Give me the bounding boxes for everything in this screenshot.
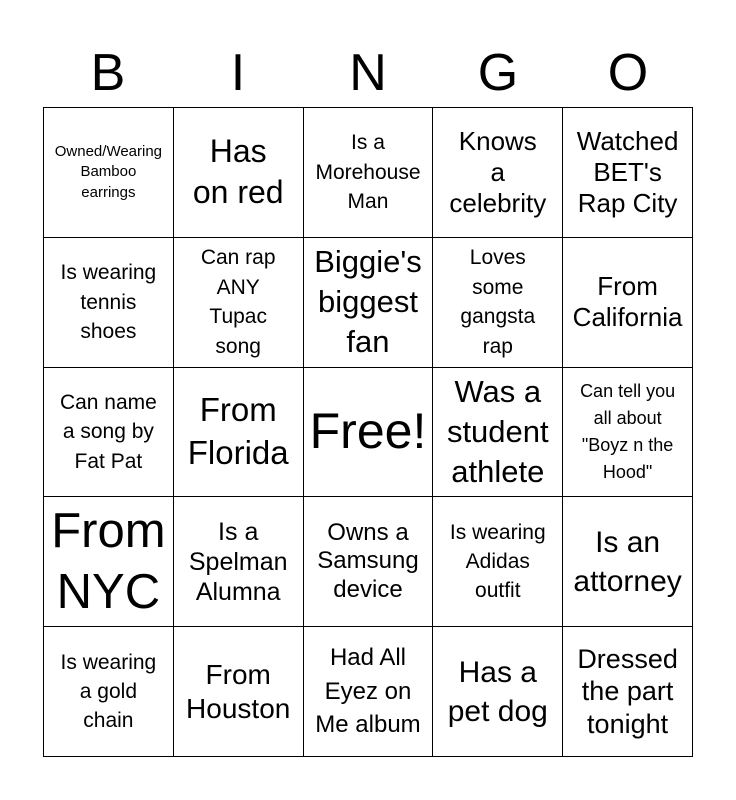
cell-text: Can tell you all about "Boyz n the Hood" [580, 380, 676, 482]
free-space-text: Free! [309, 403, 427, 460]
bingo-board [43, 107, 693, 757]
bingo-cell[interactable] [44, 238, 174, 368]
bingo-cell[interactable] [433, 497, 563, 627]
cell-text: From California [572, 271, 683, 333]
bingo-cell[interactable] [563, 108, 693, 238]
cell-text: Is a Spelman Alumna [188, 517, 288, 606]
bingo-cell[interactable] [44, 108, 174, 238]
bingo-cell[interactable] [174, 108, 304, 238]
bingo-cell[interactable] [44, 368, 174, 498]
bingo-cell[interactable] [174, 627, 304, 757]
cell-text: Is wearing tennis shoes [60, 261, 157, 343]
cell-text: Can rap ANY Tupac song [200, 246, 276, 358]
header-letter-b: B [90, 44, 126, 102]
bingo-cell[interactable] [433, 627, 563, 757]
bingo-cell[interactable] [304, 108, 434, 238]
bingo-header [43, 40, 693, 106]
bingo-cell[interactable] [44, 497, 174, 627]
bingo-cell[interactable] [563, 627, 693, 757]
cell-text: Is wearing Adidas outfit [449, 520, 546, 603]
cell-text: Biggie's biggest fan [314, 243, 422, 360]
bingo-cell[interactable] [174, 497, 304, 627]
free-space[interactable] [304, 368, 434, 498]
header-letter-o: O [607, 44, 649, 102]
cell-text: Dressed the part tonight [577, 644, 678, 739]
cell-text: From Florida [187, 391, 289, 471]
header-letter-n: N [349, 44, 387, 102]
cell-text: From NYC [51, 503, 166, 619]
bingo-cell[interactable] [304, 497, 434, 627]
cell-text: Is wearing a gold chain [60, 650, 157, 733]
cell-text: Is an attorney [573, 525, 682, 598]
header-letter-g: G [477, 44, 519, 102]
bingo-cell[interactable] [433, 368, 563, 498]
bingo-cell[interactable] [304, 627, 434, 757]
bingo-cell[interactable] [563, 368, 693, 498]
cell-text: Has on red [192, 132, 284, 211]
cell-text: Is a Morehouse Man [315, 131, 421, 214]
bingo-cell[interactable] [563, 497, 693, 627]
bingo-cell[interactable] [174, 368, 304, 498]
bingo-cell[interactable] [563, 238, 693, 368]
cell-text: From Houston [186, 659, 291, 724]
bingo-cell[interactable] [433, 238, 563, 368]
cell-text: Watched BET's Rap City [576, 125, 679, 218]
bingo-cell[interactable] [44, 627, 174, 757]
cell-text: Owned/Wearing Bamboo earrings [54, 143, 163, 201]
cell-text: Has a pet dog [447, 655, 548, 728]
cell-text: Can name a song by Fat Pat [59, 390, 157, 473]
cell-text: Was a student athlete [446, 373, 549, 490]
cell-text: Loves some gangsta rap [460, 246, 536, 358]
bingo-cell[interactable] [174, 238, 304, 368]
cell-text: Knows a celebrity [449, 125, 547, 218]
cell-text: Had All Eyez on Me album [315, 644, 421, 739]
bingo-cell[interactable] [304, 238, 434, 368]
cell-text: Owns a Samsung device [317, 518, 419, 604]
bingo-cell[interactable] [433, 108, 563, 238]
header-letter-i: I [230, 44, 246, 102]
